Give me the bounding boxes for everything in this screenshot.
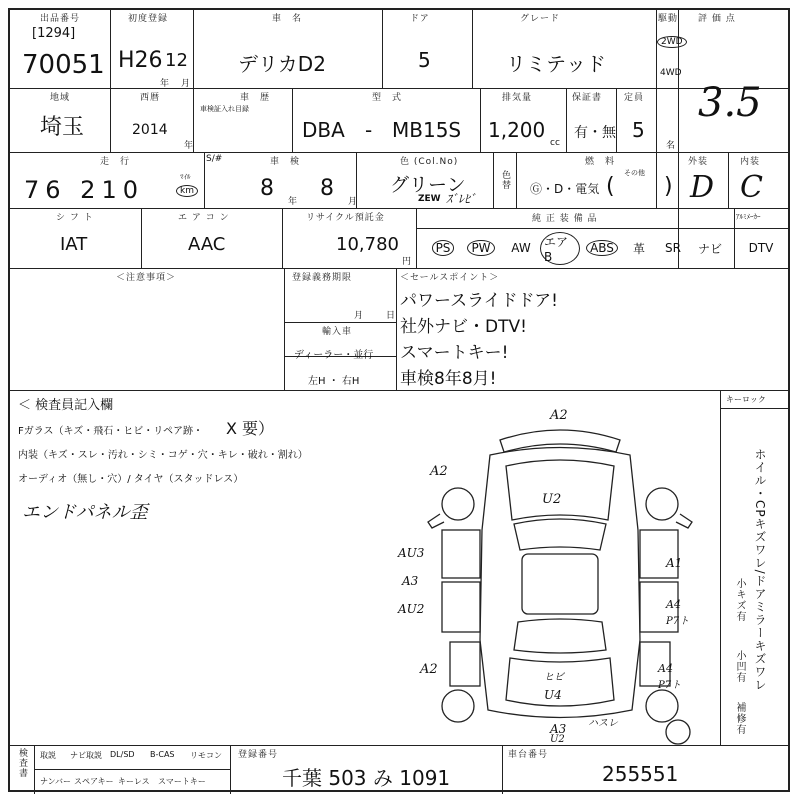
label-sale-points: ＜セールスポイント＞ [400, 273, 500, 283]
grade: リミテッド [506, 52, 606, 76]
damage-mark: A2 [420, 662, 438, 677]
damage-mark: U2 [550, 734, 565, 745]
label-history: 車 歴 [240, 93, 271, 103]
mileage-unit-km: km [176, 185, 198, 197]
shift-value: IAT [60, 234, 88, 255]
row-divider [10, 745, 788, 746]
drive-2wd: 2WD [657, 36, 687, 48]
equip-ps: PS [426, 229, 460, 267]
label-model: 型 式 [372, 93, 403, 103]
recycle-fee: 10,780 [336, 234, 399, 255]
model-prefix: DBA [302, 118, 345, 142]
equip-sr: SR [665, 241, 681, 255]
label-color: 色 (Col.No) [400, 157, 459, 167]
label-equipment: 純 正 装 備 品 [532, 214, 598, 224]
label-shaken: 車 検 [270, 157, 301, 167]
sale-point: スマートキー! [400, 343, 509, 363]
equip-pw: PW [464, 229, 498, 267]
label-score: 評 価 点 [698, 14, 736, 24]
label-key: キーロック [726, 395, 766, 404]
label-capacity: 定員 [624, 93, 645, 103]
door-count: 5 [418, 48, 431, 72]
label-mileage: 走 行 [100, 157, 131, 167]
model-code: MB15S [392, 118, 462, 142]
label-displacement: 排気量 [502, 93, 533, 103]
plate-number: 千葉 503 み 1091 [282, 766, 451, 790]
interior-grade: C [740, 170, 763, 205]
label-inspector: ＜ 検査員記入欄 [18, 398, 114, 413]
label-interior: 内装 [740, 157, 761, 167]
chassis-number: 255551 [602, 762, 679, 786]
region: 埼玉 [40, 115, 85, 140]
row-divider [10, 268, 788, 269]
label-aircon: エ ア コ ン [178, 213, 230, 223]
damage-mark: P7ト [658, 680, 682, 691]
row-divider [10, 88, 788, 89]
label-drive: 駆動 [658, 14, 679, 24]
sale-point: パワースライドドア! [400, 291, 558, 311]
label-recycle: リサイクル預託金 [306, 213, 385, 223]
label-year: 西暦 [140, 93, 161, 103]
damage-mark: A1 [666, 556, 683, 570]
damage-mark: U2 [542, 492, 562, 507]
damage-mark: A2 [430, 464, 448, 479]
handwritten-note: エンドパネル歪 [22, 502, 148, 523]
glass-note: X 要） [226, 419, 275, 438]
equip-leather: 革 [632, 241, 645, 256]
drive-4wd: 4WD [660, 68, 682, 78]
equip-dtv: DTV [748, 241, 774, 255]
exterior-grade: D [690, 170, 715, 205]
label-plate: 登録番号 [238, 750, 279, 760]
first-reg-era: H26 [118, 48, 163, 73]
shaken-month: 8 [320, 176, 334, 201]
import-dealer: ディーラー・並行 [294, 350, 374, 361]
damage-mark: ヒビ [544, 672, 564, 683]
damage-mark: A3 [402, 574, 419, 588]
damage-mark: AU3 [398, 546, 425, 560]
fuel-options: Ⓖ・D・電気 [530, 182, 600, 196]
equip-abs: ABS [582, 229, 622, 267]
label-notes: ＜注意事項＞ [116, 273, 177, 283]
row-divider [10, 208, 788, 209]
label-year-unit: 年 [160, 79, 170, 89]
inspector-interior: 内装（キズ・スレ・汚れ・シミ・コゲ・穴・キレ・破れ・割れ） [18, 450, 308, 461]
label-chassis: 車台番号 [508, 750, 549, 760]
lot-number: 70051 [22, 50, 105, 80]
color-note: ｽﾞﾚﾋﾞ [446, 192, 477, 206]
color-code: ZEW [418, 194, 441, 204]
label-shift: シ フ ト [56, 213, 94, 223]
import-steering: 左H ・ 右H [308, 376, 360, 387]
label-region: 地域 [50, 93, 71, 103]
auction-sheet: 出品番号 [1294] 70051 初度登録 H26 12 年 月 車 名 デリカD2 ドア 5 グレード リミテッド 駆動 2WD 4WD 評 価 点 3.5 地域 埼玉 西暦 2014 年 車 歴 車検証入れ目録 型 式 DBA - MB15S 排気量 1,200 cc 保証書 有・無 定員 5 名 走 行 S/# 76 210 ﾏｲﾙ km 車 検 8 年 8 月 色 (Col.No) グリーン ZEW ｽﾞﾚﾋﾞ 色替 燃 料 その他 Ⓖ・D・電気 ( ) 外装 D 内装 C シ フ ト IAT エ ア コ ン AAC リサイクル預託金 10,780 円 純 正 装 備 品 ｱﾙﾐﾒｰｶｰ PS PW AW エアB ABS 革 SR ナビ DTV ＜注意事項＞ 登録義務期限 月 日 輸入車 ディーラー・並行 左H ・ 右H ＜セールスポイント＞ パワースライドドア! 社外ナビ・DTV! スマートキー! 車検8年8月! ＜ 検査員記入欄 Fガラス（キズ・飛石・ヒビ・リペア跡・ X 要） 内装（キズ・スレ・汚れ・シミ・コゲ・穴・キレ・破れ・割れ） オーディオ（無し・穴）/ タイヤ（スタッドレス） エンドパネル歪 キーロック ホイル・CPキズワレ/ドアミラーキズワレ 小キズ有 小凹有 補修有 A2 U2 A2 AU3 A3 AU2 A1 A4 P7ト A2 ヒビ U4 A4 P7ト A3 U2 ハスレ 検査書 取説 ナビ取説 DL/SD B-CAS リモコン ナンバー スペアキー キーレス スマートキー 登録番号 千葉 503 み 1091 車台番号 255551 [8, 8, 790, 792]
row-divider [10, 390, 788, 391]
color-name: グリーン [390, 174, 466, 196]
damage-mark: AU2 [398, 602, 425, 616]
label-warranty: 保証書 [572, 93, 603, 103]
score-value: 3.5 [698, 80, 762, 126]
inspector-glass: Fガラス（キズ・飛石・ヒビ・リペア跡・ [18, 426, 204, 437]
label-exterior: 外装 [688, 157, 709, 167]
label-doors: ドア [410, 14, 430, 24]
label-reg-deadline: 登録義務期限 [292, 273, 353, 283]
lot-sub-number: [1294] [32, 26, 76, 41]
label-lot: 出品番号 [40, 14, 81, 24]
label-first-registration: 初度登録 [128, 14, 169, 24]
damage-mark: A4 [666, 598, 681, 611]
label-fuel: 燃 料 [585, 157, 616, 167]
displacement: 1,200 [488, 118, 546, 142]
damage-mark: A3 [550, 722, 567, 736]
right-notes: ホイル・CPキズワレ/ドアミラーキズワレ [753, 448, 767, 692]
model-dash: - [365, 118, 373, 142]
damage-mark: U4 [544, 688, 562, 702]
damage-mark: A4 [658, 662, 673, 675]
equip-navi: ナビ [697, 241, 722, 256]
label-color-change: 色替 [500, 170, 510, 190]
warranty-yes-no: 有・無 [574, 125, 616, 141]
mileage-value: 76 210 [24, 176, 144, 204]
row-divider [10, 152, 788, 153]
capacity: 5 [632, 118, 645, 142]
model-year: 2014 [132, 122, 168, 138]
equip-airbag: エアB [540, 229, 580, 267]
label-month-unit: 月 [181, 79, 191, 89]
shaken-year: 8 [260, 176, 274, 201]
label-import: 輸入車 [322, 327, 353, 337]
label-cert-note: 車検証入れ目録 [200, 105, 249, 113]
label-grade: グレード [520, 14, 561, 24]
label-docs: 検査書 [17, 748, 27, 778]
sale-point: 車検8年8月! [400, 369, 497, 389]
inspector-audio: オーディオ（無し・穴）/ タイヤ（スタッドレス） [18, 474, 244, 485]
aircon-value: AAC [188, 234, 226, 255]
damage-mark: ハスレ [588, 718, 618, 729]
car-name: デリカD2 [238, 52, 326, 76]
first-reg-month: 12 [165, 50, 188, 71]
sale-point: 社外ナビ・DTV! [400, 317, 527, 337]
damage-mark: P7ト [666, 616, 690, 627]
equip-aw: AW [511, 241, 531, 255]
damage-mark: A2 [550, 408, 568, 423]
label-car-name: 車 名 [272, 14, 303, 24]
